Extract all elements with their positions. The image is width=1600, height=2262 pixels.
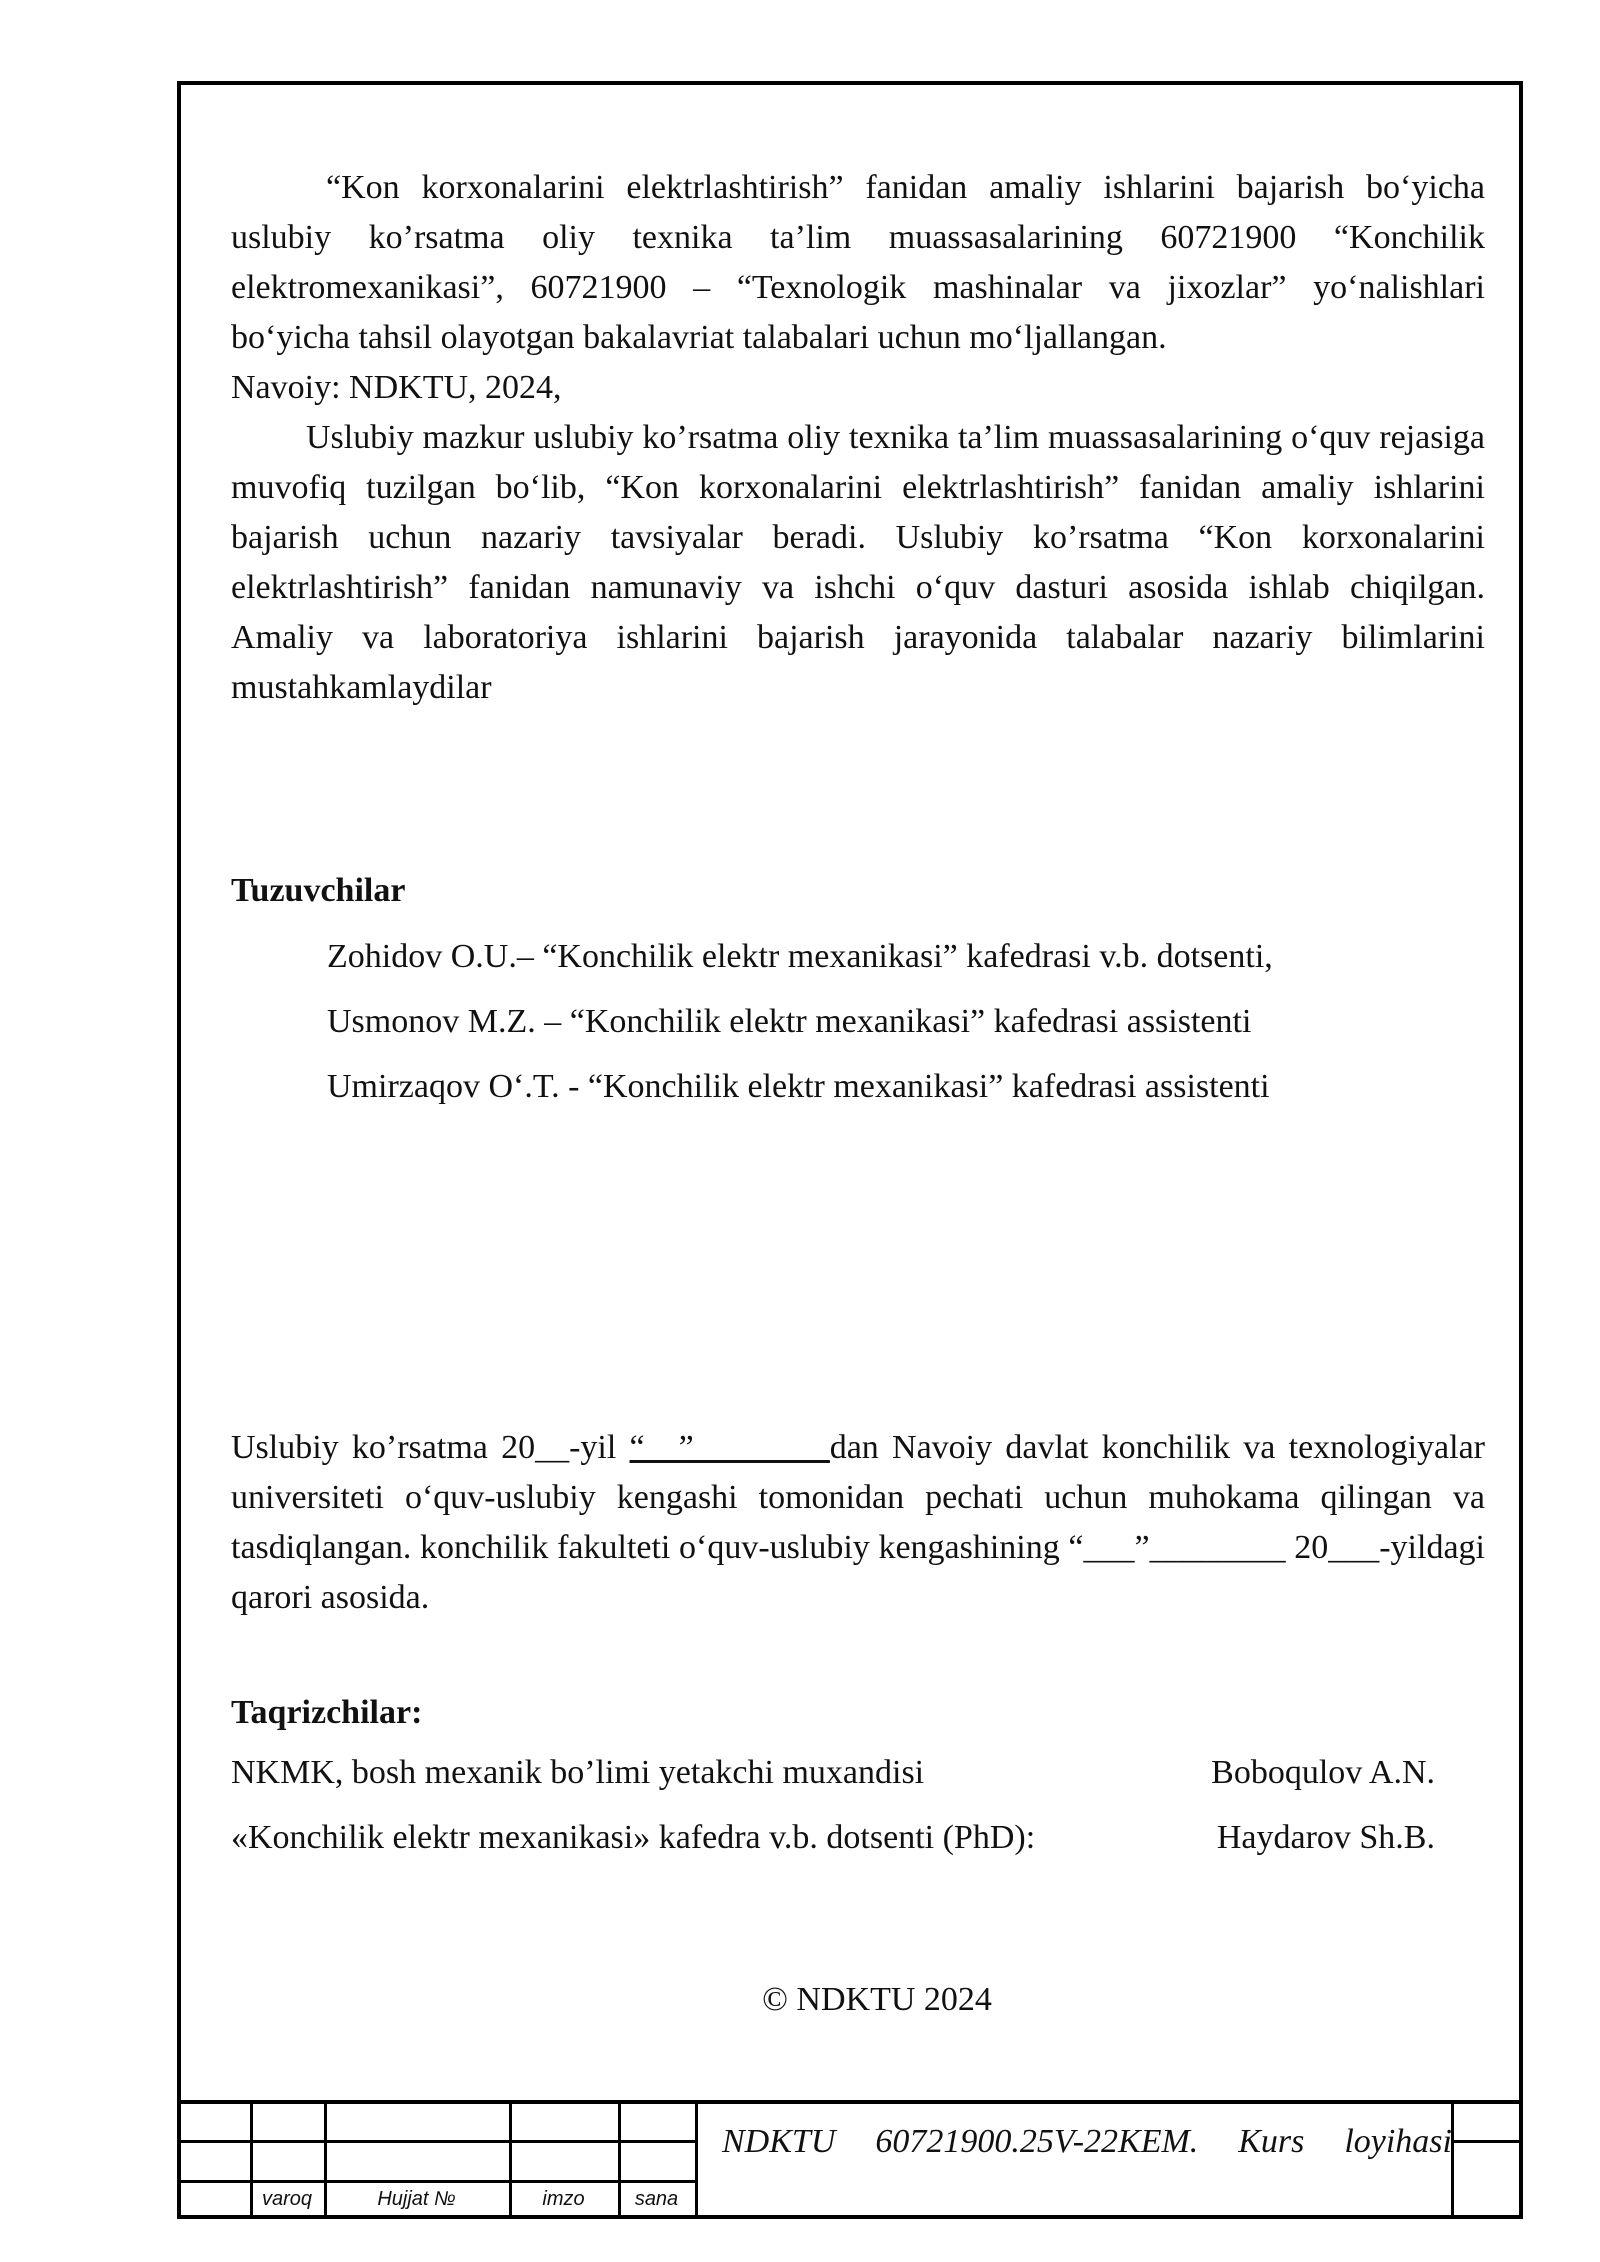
copyright: © NDKTU 2024: [762, 1981, 992, 2018]
stamp-label-varoq: varoq: [261, 2188, 313, 2210]
approval-text: [231, 1423, 1485, 1623]
stamp-row-line: [1451, 2140, 1519, 2143]
intro-paragraph-2: Uslubiy mazkur uslubiy ko’rsatma oliy texnika ta’lim muassasalarining o‘quv rejasiga muvofiq tuzilgan bo‘lib, “Kon korxonalarini elektrlashtirish” fanidan amaliy ishlarini bajarish uchun nazariy tavsiyalar beradi. Uslubiy ko’rsatma “Kon korxonalarini elektrlashtirish” fanidan namunaviy va ishchi o‘quv dasturi asosida ishlab chiqilgan. Amaliy va laboratoriya ishlarini bajarish jarayonida talabalar nazariy bilimlarini mustahkamlaydilar: [231, 419, 1485, 706]
approval-section: [231, 1423, 1485, 1623]
intro-paragraph-1: “Kon korxonalarini elektrlashtirish” fanidan amaliy ishlarini bajarish bo‘yicha uslubiy ko’rsatma oliy texnika ta’lim muassasalarining 60721900 “Konchilik elektromexanikasi”, 60721900 – “Texnologik mashinalar va jixozlar” yo‘nalishlari bo‘yicha tahsil olayotgan bakalavriat talabalari uchun mo‘ljallangan.: [231, 169, 1485, 356]
reviewer-row: [231, 1748, 1435, 1813]
approval-part-2: dan Navoiy davlat konchilik va texnologiyalar universiteti o‘quv-uslubiy kengashi tomonidan pechati uchun muhokama qilingan va tasdiqlangan. konchilik fakulteti o‘quv-uslubiy kengashining “___”________ 20___-yildagi qarori asosida.: [231, 1429, 1486, 1616]
reviewer-row: [231, 1813, 1435, 1878]
approval-part-1: Uslubiy ko’rsatma 20__-yil: [231, 1429, 630, 1466]
author-item: Zohidov O.U.– “Konchilik elektr mexanikasi” kafedrasi v.b. dotsenti,: [327, 938, 1273, 975]
intro-paragraph-1-tail: Navoiy: NDKTU, 2024,: [231, 369, 562, 406]
stamp-title: NDKTU 60721900.25V-22KEM. Kurs loyihasi: [722, 2123, 1452, 2160]
stamp-col-line: [695, 2104, 698, 2219]
stamp-label-hujjat: Hujjat №: [377, 2188, 456, 2210]
title-block: [177, 2100, 1523, 2219]
stamp-label-imzo: imzo: [542, 2188, 585, 2210]
author-item: Usmonov M.Z. – “Konchilik elektr mexanikasi” kafedrasi assistenti: [327, 1003, 1252, 1040]
reviewers-section: [231, 1688, 1435, 1878]
reviewer-role: NKMK, bosh mexanik bo’limi yetakchi muxandisi: [231, 1754, 925, 1791]
authors-section: [231, 866, 1485, 1127]
stamp-label-sana: sana: [634, 2188, 679, 2210]
reviewer-role: «Konchilik elektr mexanikasi» kafedra v.b. dotsenti (PhD):: [231, 1819, 1036, 1856]
approval-date-blank: “__”________: [629, 1429, 830, 1466]
intro-section: [231, 163, 1485, 713]
reviewer-name: Boboqulov A.N.: [1211, 1754, 1435, 1791]
authors-heading: Tuzuvchilar: [231, 872, 406, 909]
author-item: Umirzaqov O‘.T. - “Konchilik elektr mexanikasi” kafedrasi assistenti: [327, 1068, 1270, 1105]
reviewers-heading: Taqrizchilar:: [231, 1694, 423, 1731]
reviewer-name: Haydarov Sh.B.: [1216, 1819, 1435, 1856]
